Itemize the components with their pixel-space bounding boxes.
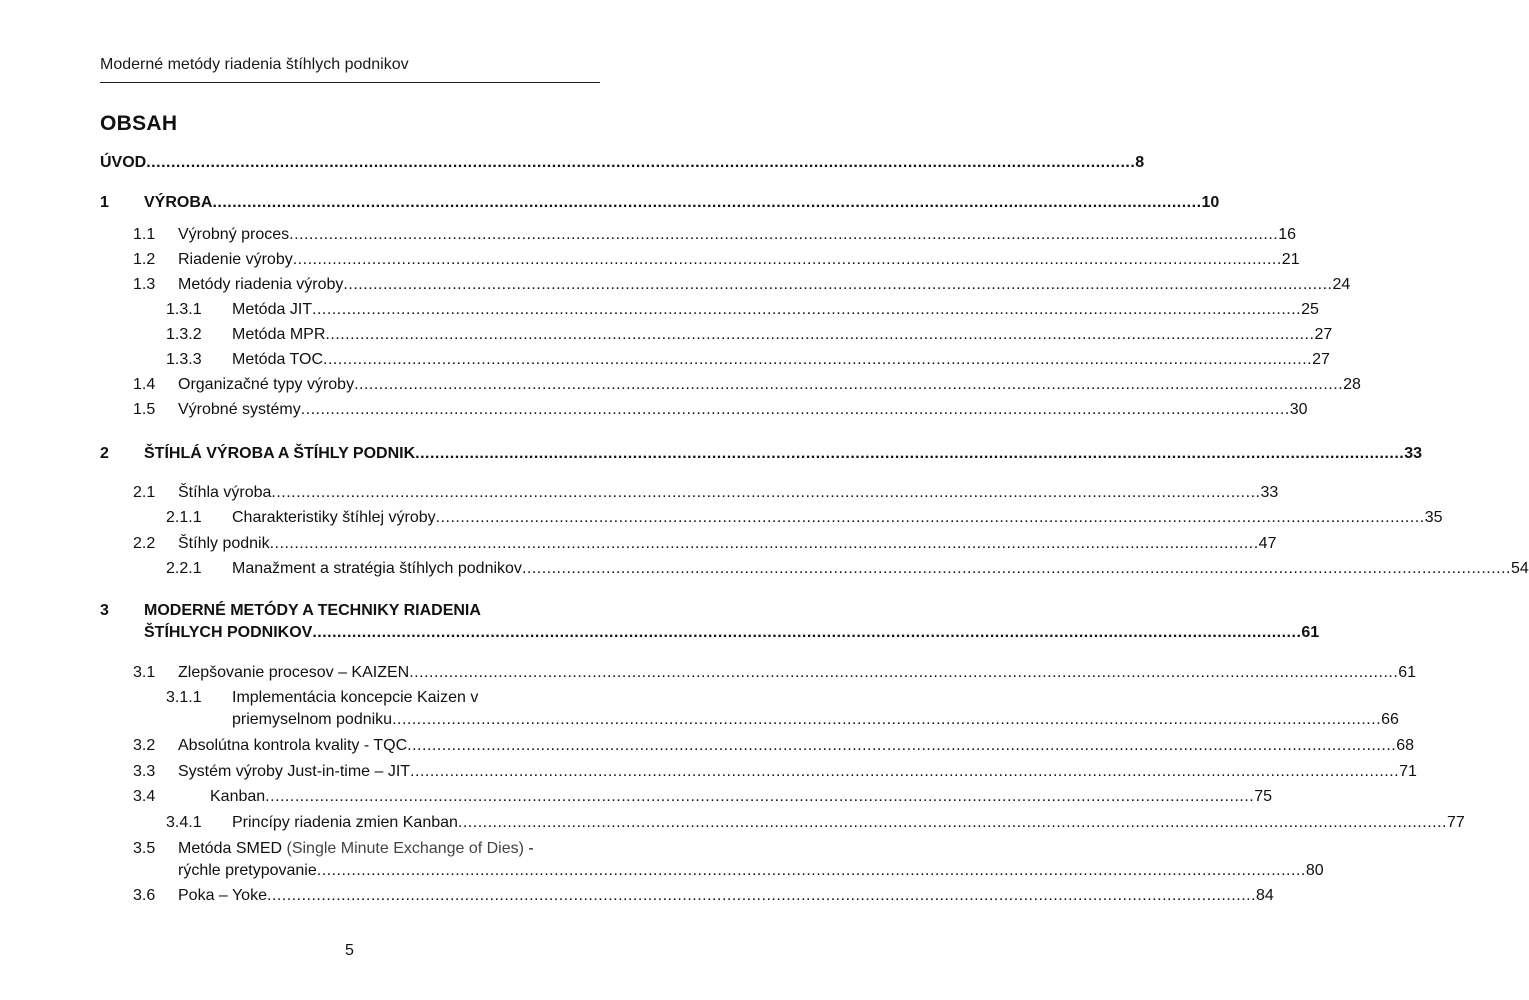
toc-entry-1-2[interactable] (133, 249, 1300, 271)
toc-entry-label: Metóda TOC (232, 351, 324, 368)
toc-entry-label: Absolútna kontrola kvality - TQC (178, 737, 408, 754)
toc-entry-label: ŠTÍHLYCH PODNIKOV (144, 624, 313, 641)
toc-entry-1-1[interactable] (133, 224, 1297, 246)
toc-entry-label: Riadenie výroby (178, 251, 293, 268)
toc-entry-label: Charakteristiky štíhlej výroby (232, 509, 436, 526)
toc-entry-number: 1.3.3 (166, 351, 202, 368)
toc-entry-page: 27 (1314, 326, 1333, 343)
toc-leader-dots (407, 735, 1396, 757)
toc-leader-dots (415, 443, 1404, 465)
toc-entry-page: 61 (1398, 664, 1417, 681)
toc-title: OBSAH (100, 112, 178, 135)
toc-leader-dots (293, 249, 1282, 271)
toc-entry-number: 1.3.2 (166, 326, 202, 343)
toc-entry-label: VÝROBA (144, 194, 213, 211)
toc-entry-number: 3.4.1 (166, 814, 202, 831)
toc-entry-label-subtitle: (Single Minute Exchange of Dies) (286, 840, 524, 857)
toc-entry-number: 3.6 (133, 887, 156, 904)
toc-entry-number: 3.1.1 (166, 689, 202, 706)
toc-entry-page: 66 (1381, 711, 1399, 728)
toc-entry-number: 1.1 (133, 226, 156, 243)
toc-entry-label: Poka – Yoke (178, 887, 267, 904)
toc-leader-dots (409, 662, 1398, 684)
toc-entry-3-1[interactable] (133, 662, 1417, 684)
toc-entry-3-6[interactable] (133, 885, 1274, 907)
toc-entry-1-3-2[interactable] (166, 324, 1333, 346)
toc-leader-dots (317, 860, 1306, 882)
toc-entry-3-line1[interactable] (100, 600, 600, 622)
toc-entry-number: 3.5 (133, 840, 156, 857)
toc-leader-dots (354, 374, 1343, 396)
toc-entry-page: 25 (1301, 301, 1319, 318)
toc-entry-number: 1.4 (133, 376, 156, 393)
toc-leader-dots (522, 558, 1511, 580)
toc-entry-page: 71 (1399, 763, 1417, 780)
toc-entry-2-2-1[interactable] (166, 558, 1529, 580)
toc-entry-page: 33 (1404, 445, 1422, 462)
toc-entry-number: 1.5 (133, 401, 156, 418)
toc-leader-dots (271, 482, 1260, 504)
toc-leader-dots (312, 299, 1301, 321)
toc-entry-page: 33 (1260, 484, 1279, 501)
toc-entry-label-line1: Implementácia koncepcie Kaizen v (232, 689, 479, 706)
toc-entry-page: 47 (1258, 535, 1277, 552)
toc-leader-dots (301, 399, 1290, 421)
toc-entry-label: Štíhla výroba (178, 484, 272, 501)
toc-entry-2[interactable] (100, 443, 1422, 465)
toc-entry-label: Princípy riadenia zmien Kanban (232, 814, 458, 831)
toc-entry-1-3-1[interactable] (166, 299, 1319, 321)
toc-entry-3-5-line1[interactable] (133, 838, 600, 860)
toc-entry-3-1-1[interactable] (232, 709, 1399, 731)
toc-entry-page: 84 (1256, 887, 1274, 904)
toc-entry-3-4[interactable] (133, 786, 1273, 808)
toc-entry-number: 3.1 (133, 664, 156, 681)
toc-entry-uvod[interactable] (100, 152, 1145, 174)
toc-leader-dots (289, 224, 1278, 246)
running-header: Moderné metódy riadenia štíhlych podnikov (100, 56, 409, 73)
toc-entry-number: 3.3 (133, 763, 156, 780)
toc-leader-dots (212, 192, 1201, 214)
toc-entry-label: Organizačné typy výroby (178, 376, 355, 393)
toc-leader-dots (325, 324, 1314, 346)
toc-leader-dots (458, 812, 1447, 834)
toc-entry-page: 24 (1332, 276, 1351, 293)
toc-entry-number: 1.3.1 (166, 301, 202, 318)
toc-leader-dots (312, 622, 1301, 644)
toc-leader-dots (146, 152, 1135, 174)
toc-entry-1-5[interactable] (133, 399, 1308, 421)
toc-entry-label: Zlepšovanie procesov – KAIZEN (178, 664, 410, 681)
toc-entry-label: Metóda MPR (232, 326, 326, 343)
toc-entry-label: Metódy riadenia výroby (178, 276, 344, 293)
toc-entry-label-line1: Metóda SMED (178, 840, 283, 857)
toc-entry-page: 10 (1201, 194, 1220, 211)
toc-entry-3-1-1-line1[interactable] (166, 687, 600, 709)
toc-entry-page: 30 (1289, 401, 1308, 418)
header-rule (100, 82, 600, 83)
toc-entry-number: 1 (100, 194, 109, 211)
toc-entry-label: rýchle pretypovanie (178, 862, 317, 879)
toc-entry-3-4-1[interactable] (166, 812, 1465, 834)
toc-entry-label: Výrobný proces (178, 226, 290, 243)
toc-entry-label: ŠTÍHLÁ VÝROBA A ŠTÍHLY PODNIK (144, 445, 416, 462)
toc-leader-dots (267, 885, 1256, 907)
toc-entry-page: 61 (1301, 624, 1320, 641)
toc-entry-number: 2.2.1 (166, 560, 202, 577)
toc-entry-label: priemyselnom podniku (232, 711, 393, 728)
toc-leader-dots (270, 533, 1259, 555)
toc-entry-2-1[interactable] (133, 482, 1279, 504)
toc-entry-page: 77 (1446, 814, 1465, 831)
toc-leader-dots (323, 349, 1312, 371)
toc-entry-number: 3.2 (133, 737, 156, 754)
toc-entry-label: ÚVOD (100, 154, 147, 171)
toc-leader-dots (265, 786, 1254, 808)
toc-entry-number: 3.4 (133, 788, 156, 805)
toc-entry-1-3[interactable] (133, 274, 1351, 296)
toc-leader-dots (392, 709, 1381, 731)
toc-leader-dots (436, 507, 1425, 529)
toc-entry-label: Kanban (210, 788, 266, 805)
toc-entry-page: 54 (1511, 560, 1529, 577)
toc-entry-number: 1.3 (133, 276, 156, 293)
toc-entry-1-4[interactable] (133, 374, 1361, 396)
toc-entry-3-5[interactable] (178, 860, 1324, 882)
toc-entry-page: 35 (1424, 509, 1443, 526)
toc-entry-number: 2.1.1 (166, 509, 202, 526)
toc-entry-number: 2.1 (133, 484, 156, 501)
toc-entry-page: 80 (1305, 862, 1324, 879)
toc-entry-page: 27 (1312, 351, 1330, 368)
toc-entry-3-2[interactable] (133, 735, 1414, 757)
toc-entry-2-1-1[interactable] (166, 507, 1443, 529)
toc-entry-label: Výrobné systémy (178, 401, 301, 418)
toc-entry-3-3[interactable] (133, 761, 1417, 783)
toc-entry-page: 21 (1281, 251, 1300, 268)
toc-entry-page: 8 (1135, 154, 1145, 171)
toc-entry-2-2[interactable] (133, 533, 1277, 555)
toc-entry-number: 1.2 (133, 251, 156, 268)
toc-entry-label: Metóda JIT (232, 301, 313, 318)
toc-entry-1[interactable] (100, 192, 1220, 214)
page-number: 5 (345, 942, 354, 959)
toc-entry-label: Systém výroby Just-in-time – JIT (178, 763, 411, 780)
toc-entry-page: 75 (1254, 788, 1273, 805)
toc-entry-label: Manažment a stratégia štíhlych podnikov (232, 560, 522, 577)
toc-entry-number: 2 (100, 445, 109, 462)
toc-entry-label-tail: - (523, 840, 534, 857)
toc-leader-dots (410, 761, 1399, 783)
toc-entry-label-line1: MODERNÉ METÓDY A TECHNIKY RIADENIA (144, 602, 481, 619)
toc-entry-label: Štíhly podnik (178, 535, 270, 552)
toc-entry-3[interactable] (144, 622, 1320, 644)
toc-leader-dots (343, 274, 1332, 296)
toc-entry-1-3-3[interactable] (166, 349, 1330, 371)
toc-entry-number: 2.2 (133, 535, 156, 552)
toc-entry-number: 3 (100, 602, 109, 619)
toc-entry-page: 16 (1278, 226, 1297, 243)
toc-entry-page: 28 (1343, 376, 1361, 393)
toc-entry-page: 68 (1396, 737, 1414, 754)
